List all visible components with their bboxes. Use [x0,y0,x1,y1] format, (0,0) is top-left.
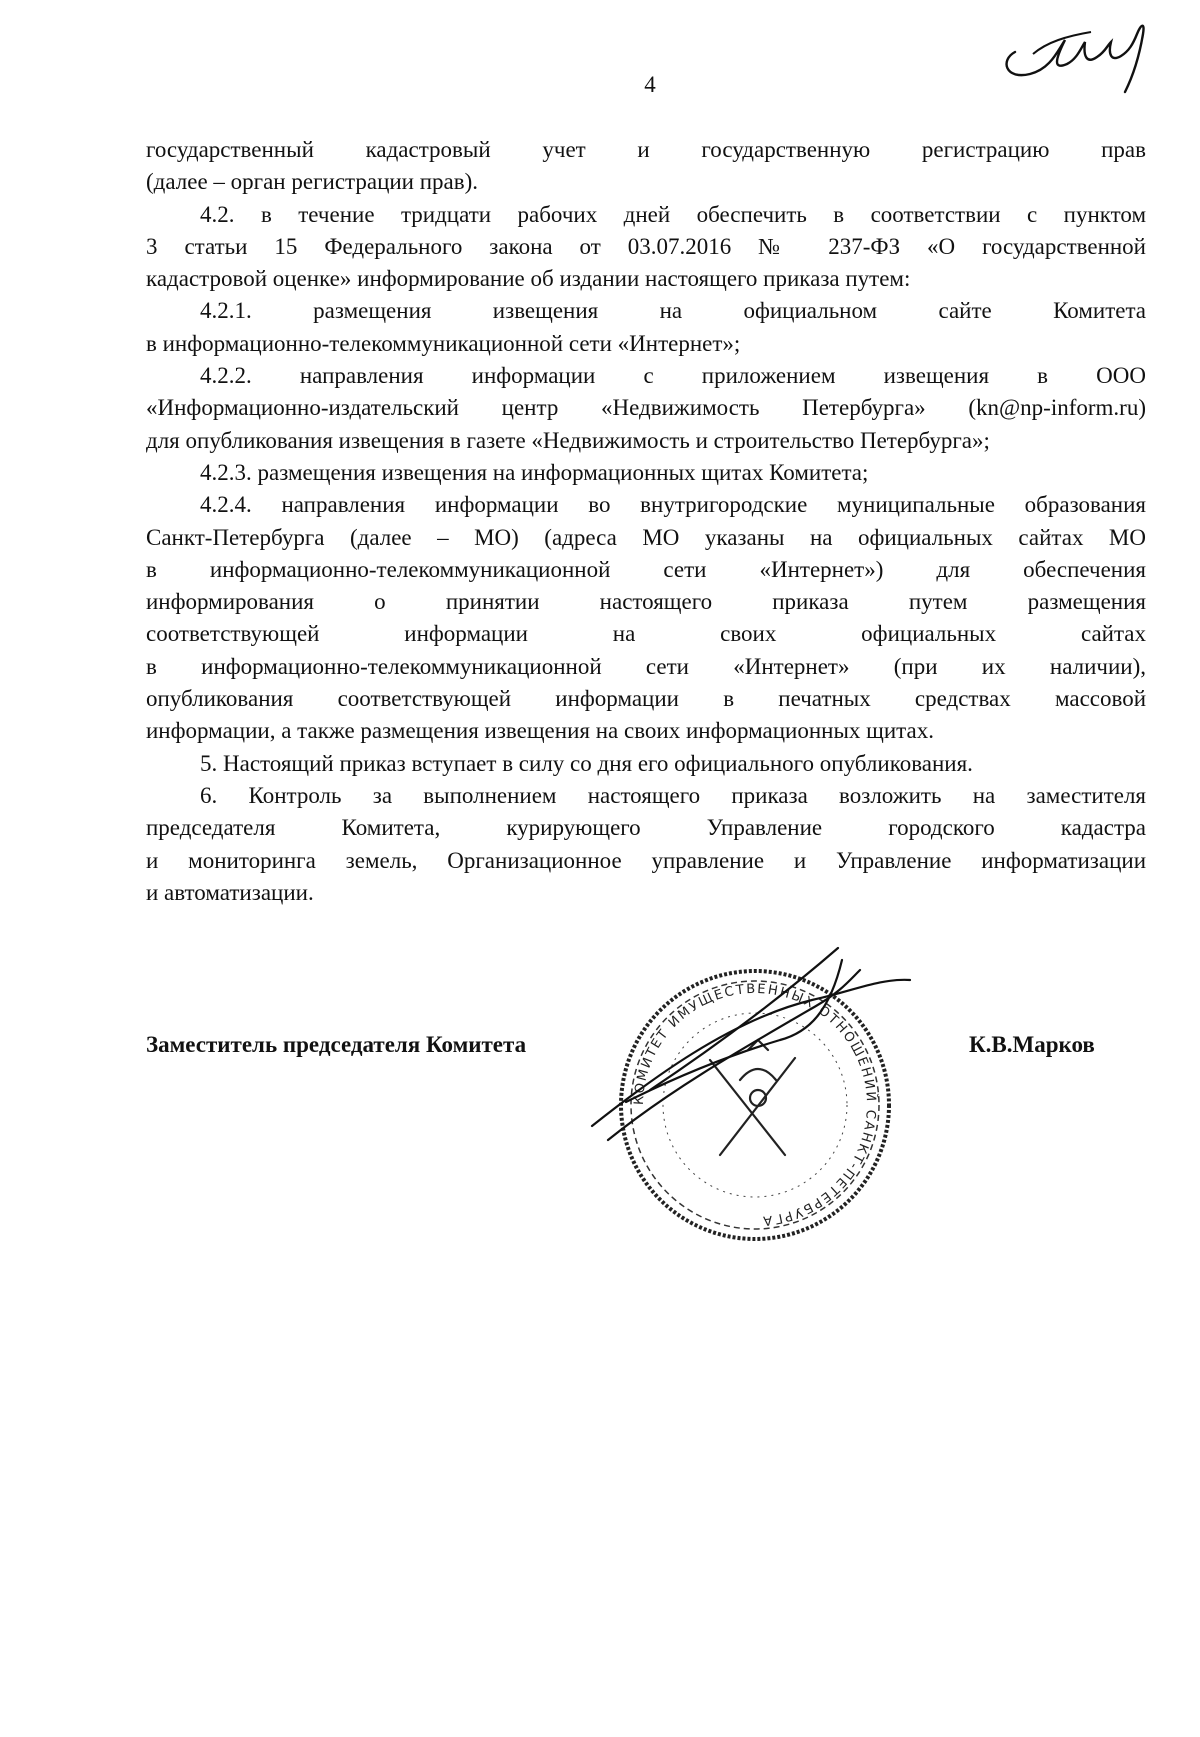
clause-4-2-line-1: 4.2. в течение тридцати рабочих дней обеспечить в соответствии с пунктом [200,201,1146,227]
clause-4-2-4-line-1: 4.2.4. направления информации во внутригородские муниципальные образования [200,492,1146,518]
document-body [146,134,1146,909]
clause-4-2-4-line-7: опубликования соответствующей информации в печатных средствах массовой [146,686,1146,712]
clause-4-2-4-line-2: Санкт-Петербурга (далее – МО) (адреса МО указаны на официальных сайтах МО [146,524,1146,550]
signer-name: К.В.Марков [969,1032,1095,1057]
clause-4-2-4-line-3: в информационно-телекоммуникационной сети «Интернет») для обеспечения [146,556,1146,582]
clause-4-2-4-line-5: соответствующей информации на своих официальных сайтах [146,621,1146,647]
clause-4-2-1-line-2: в информационно-телекоммуникационной сети «Интернет»; [146,330,741,356]
clause-4-2-3: 4.2.3. размещения извещения на информационных щитах Комитета; [200,459,869,485]
clause-6-line-1: 6. Контроль за выполнением настоящего приказа возложить на заместителя [200,782,1146,808]
body-line-2: (далее – орган регистрации прав). [146,169,479,195]
clause-5: 5. Настоящий приказ вступает в силу со дня его официального опубликования. [200,750,973,776]
clause-6-line-2: председателя Комитета, курирующего Управление городского кадастра [146,815,1146,841]
page-number: 4 [644,72,656,97]
clause-6-line-4: и автоматизации. [146,879,314,905]
clause-4-2-line-2: 3 статьи 15 Федерального закона от 03.07.2016 № 237-ФЗ «О государственной [146,233,1146,259]
clause-4-2-4-line-8: информации, а также размещения извещения на своих информационных щитах. [146,718,934,744]
clause-6-line-3: и мониторинга земель, Организационное управление и Управление информатизации [146,847,1146,873]
seal-ring-text: КОМИТЕТ ИМУЩЕСТВЕННЫХ ОТНОШЕНИЙ САНКТ-ПЕТЕРБУРГА [631,981,879,1228]
clause-4-2-2-line-3: для опубликования извещения в газете «Недвижимость и строительство Петербурга»; [146,427,990,453]
clause-4-2-1-line-1: 4.2.1. размещения извещения на официальном сайте Комитета [200,298,1146,324]
clause-4-2-2-line-1: 4.2.2. направления информации с приложением извещения в ООО [200,363,1146,389]
clause-4-2-4-line-4: информирования о принятии настоящего приказа путем размещения [146,589,1146,615]
signer-position: Заместитель председателя Комитета [146,1032,527,1057]
official-seal-stamp [580,940,940,1260]
clause-4-2-2-line-2: «Информационно-издательский центр «Недвижимость Петербурга» (kn@np-inform.ru) [146,395,1146,421]
clause-4-2-line-3: кадастровой оценке» информирование об издании настоящего приказа путем: [146,266,911,292]
clause-4-2-4-line-6: в информационно-телекоммуникационной сети «Интернет» (при их наличии), [146,653,1146,679]
body-line-1: государственный кадастровый учет и государственную регистрацию прав [146,137,1146,162]
